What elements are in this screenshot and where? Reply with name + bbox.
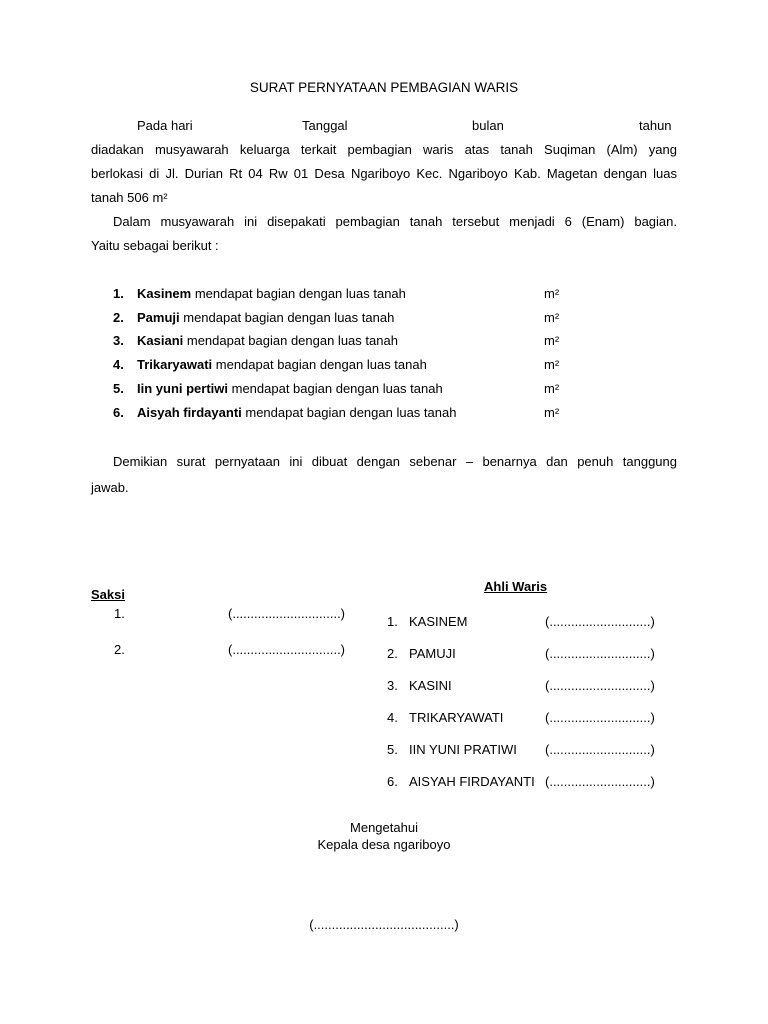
- list-item: [0, 405, 768, 425]
- list-desc: mendapat bagian dengan luas tanah: [179, 310, 395, 325]
- list-number: 2.: [113, 310, 124, 325]
- intro-line-3: berlokasi di Jl. Durian Rt 04 Rw 01 Desa Ngariboyo Kec. Ngariboyo Kab. Magetan dengan luas: [91, 166, 677, 181]
- list-number: 6.: [113, 405, 124, 420]
- heir-signature-line: (............................): [545, 614, 655, 629]
- heir-number: 1.: [387, 614, 398, 629]
- list-text: [137, 381, 443, 396]
- list-text: [137, 405, 456, 420]
- heir-name: Trikaryawati: [137, 357, 213, 372]
- list-text: [137, 333, 398, 348]
- heir-name: KASINEM: [409, 614, 468, 629]
- unit-m2: m²: [544, 405, 560, 420]
- unit-m2: m²: [544, 357, 560, 372]
- heir-number: 5.: [387, 742, 398, 757]
- list-desc: mendapat bagian dengan luas tanah: [241, 405, 457, 420]
- saksi-number: 2.: [114, 642, 125, 657]
- heir-number: 3.: [387, 678, 398, 693]
- heir-name: KASINI: [409, 678, 452, 693]
- list-desc: mendapat bagian dengan luas tanah: [191, 286, 406, 301]
- list-item: [0, 381, 768, 401]
- heir-name: AISYAH FIRDAYANTI: [409, 774, 535, 789]
- heir-signature-line: (............................): [545, 774, 655, 789]
- intro-word-hari: Pada hari: [137, 118, 193, 133]
- para2-line-1: Dalam musyawarah ini disepakati pembagian tanah tersebut menjadi 6 (Enam) bagian.: [113, 214, 677, 229]
- heir-signature-line: (............................): [545, 646, 655, 661]
- list-desc: mendapat bagian dengan luas tanah: [183, 333, 398, 348]
- heir-name: TRIKARYAWATI: [409, 710, 504, 725]
- unit-m2: m²: [544, 310, 560, 325]
- list-text: [137, 357, 427, 372]
- list-number: 1.: [113, 286, 124, 301]
- heir-number: 6.: [387, 774, 398, 789]
- saksi-number: 1.: [114, 606, 125, 621]
- list-item: [0, 310, 768, 330]
- heir-name: IIN YUNI PRATIWI: [409, 742, 517, 757]
- list-number: 3.: [113, 333, 124, 348]
- unit-m2: m²: [544, 286, 560, 301]
- closing-line-2: jawab.: [91, 480, 129, 495]
- saksi-signature-line: (..............................): [228, 606, 346, 621]
- list-text: [137, 310, 394, 325]
- list-number: 5.: [113, 381, 124, 396]
- list-desc: mendapat bagian dengan luas tanah: [212, 357, 427, 372]
- heir-name: Iin yuni pertiwi: [137, 381, 229, 396]
- list-number: 4.: [113, 357, 124, 372]
- heir-number: 4.: [387, 710, 398, 725]
- heir-signature-line: (............................): [545, 678, 655, 693]
- list-item: [0, 286, 768, 306]
- unit-m2: m²: [544, 333, 560, 348]
- heir-name: Aisyah firdayanti: [137, 405, 242, 420]
- intro-word-bulan: bulan: [472, 118, 504, 133]
- intro-line-2: diadakan musyawarah keluarga terkait pembagian waris atas tanah Suqiman (Alm) yang: [91, 142, 677, 157]
- saksi-heading: Saksi: [91, 587, 125, 602]
- heir-signature-line: (............................): [545, 742, 655, 757]
- heir-signature-line: (............................): [545, 710, 655, 725]
- kepala-desa-signature-line: (.......................................): [309, 917, 459, 932]
- document-title: SURAT PERNYATAAN PEMBAGIAN WARIS: [249, 80, 519, 95]
- heir-number: 2.: [387, 646, 398, 661]
- intro-line-4: tanah 506 m²: [91, 190, 168, 205]
- list-item: [0, 333, 768, 353]
- unit-m2: m²: [544, 381, 560, 396]
- list-item: [0, 357, 768, 377]
- list-desc: mendapat bagian dengan luas tanah: [228, 381, 443, 396]
- mengetahui-label: Mengetahui: [350, 820, 418, 835]
- heir-name: Pamuji: [137, 310, 180, 325]
- intro-word-tanggal: Tanggal: [302, 118, 348, 133]
- para2-line-2: Yaitu sebagai berikut :: [91, 238, 219, 253]
- saksi-signature-line: (..............................): [228, 642, 346, 657]
- kepala-desa-label: Kepala desa ngariboyo: [317, 837, 451, 852]
- ahli-waris-heading: Ahli Waris: [484, 579, 548, 594]
- intro-word-tahun: tahun: [639, 118, 672, 133]
- list-text: [137, 286, 406, 301]
- closing-line-1: Demikian surat pernyataan ini dibuat dengan sebenar – benarnya dan penuh tanggung: [113, 454, 677, 469]
- heir-name: Kasiani: [137, 333, 184, 348]
- heir-name: PAMUJI: [409, 646, 456, 661]
- heir-name: Kasinem: [137, 286, 192, 301]
